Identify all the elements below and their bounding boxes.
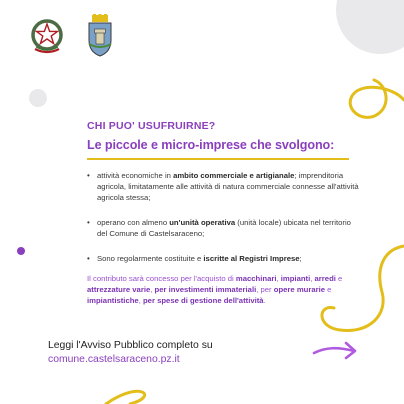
yellow-swirl [350, 80, 404, 117]
italian-republic-emblem-icon [30, 18, 64, 58]
list-item: • operano con almeno un'unità operativa (unità locale) ubicata nel territorio del Comune di Castelsaraceno; [87, 218, 351, 238]
bullet-dot-icon: • [87, 218, 90, 227]
gray-circle-small [29, 89, 47, 107]
eligibility-list [87, 170, 362, 278]
bullet-dot-icon: • [87, 171, 90, 180]
yellow-curve-bottom [106, 391, 145, 404]
castelsaraceno-crest-icon [85, 14, 115, 58]
footer-website-link[interactable]: comune.castelsaraceno.pz.it [48, 354, 180, 365]
footer-read-notice: Leggi l'Avviso Pubblico completo su [48, 340, 213, 351]
list-item: • Sono regolarmente costituite e iscritte al Registri Imprese; [87, 254, 302, 263]
gray-circle-large [336, 0, 404, 54]
purple-dot [17, 247, 25, 255]
bullet-dot-icon: • [87, 254, 90, 263]
contribution-text: Il contributo sarà concesso per l'acquisto di macchinari, impianti, arredi e attrezzature varie, per investimenti immateriali, per opere murarie e impiantistiche, per spese di gestione dell'attività. [87, 274, 343, 305]
section-question: CHI PUO' USUFRUIRNE? [87, 120, 216, 132]
section-subtitle: Le piccole e micro-imprese che svolgono: [87, 138, 335, 152]
subtitle-underline [87, 158, 349, 160]
arrow-right-icon [312, 338, 360, 362]
list-item: • attività economiche in ambito commerciale e artigianale; imprenditoria agricola, limitatamente alle attività di natura commerciale connesse all'attività agricola stessa; [87, 171, 359, 202]
